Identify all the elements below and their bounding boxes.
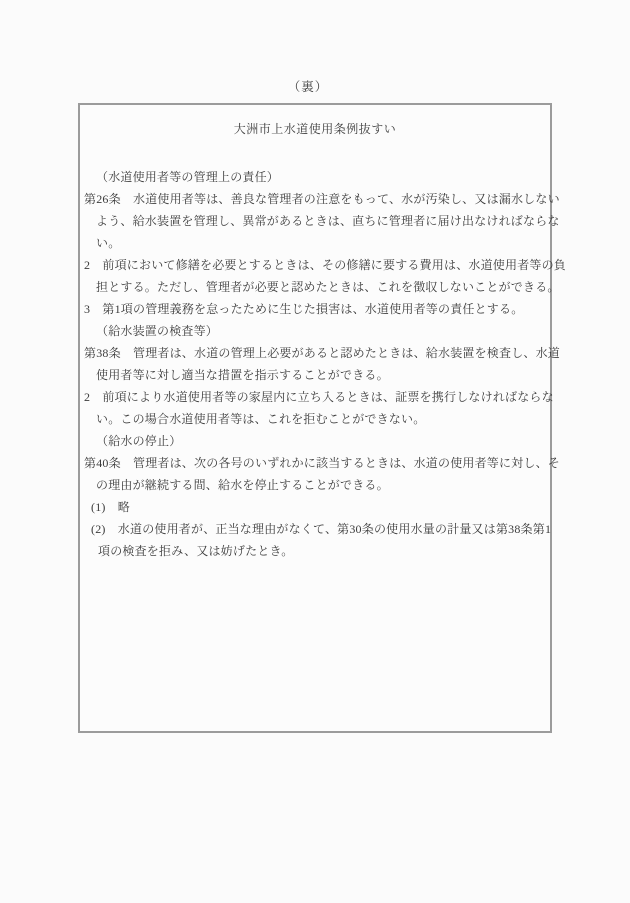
- article-26-para-2-line-1: 2 前項において修繕を必要とするときは、その修繕に要する費用は、水道使用者等の負: [84, 258, 567, 272]
- page-side-label: （裏）: [287, 80, 329, 94]
- article-40-item-2-line-1: (2) 水道の使用者が、正当な理由がなくて、第30条の使用水量の計量又は第38条第1: [91, 522, 552, 536]
- article-26-para-1-line-2: よう、給水装置を管理し、異常があるときは、直ちに管理者に届け出なければならな: [96, 214, 560, 228]
- article-40-para-1-line-1: 第40条 管理者は、次の各号のいずれかに該当するときは、水道の使用者等に対し、そ: [84, 456, 561, 470]
- article-40-item-1: (1) 略: [91, 500, 130, 514]
- article-38-para-2-line-1: 2 前項により水道使用者等の家屋内に立ち入るときは、証票を携行しなければならな: [84, 390, 554, 404]
- heading-water-supply-stop: （給水の停止）: [96, 434, 182, 448]
- article-38-para-2-line-2: い。この場合水道使用者等は、これを拒むことができない。: [96, 412, 426, 426]
- article-26-para-1-line-3: い。: [96, 236, 121, 250]
- article-26-para-3-line-1: 3 第1項の管理義務を怠ったために生じた損害は、水道使用者等の責任とする。: [84, 302, 524, 316]
- heading-device-inspection: （給水装置の検査等）: [96, 324, 219, 338]
- article-38-para-1-line-1: 第38条 管理者は、水道の管理上必要があると認めたときは、給水装置を検査し、水道: [84, 346, 561, 360]
- heading-management-responsibility: （水道使用者等の管理上の責任）: [96, 170, 280, 184]
- document-title: 大洲市上水道使用条例抜すい: [233, 122, 397, 136]
- document-border-box: [78, 103, 567, 733]
- article-26-para-2-line-2: 担とする。ただし、管理者が必要と認めたときは、これを徴収しないことができる。: [96, 280, 560, 294]
- document-body: [80, 166, 567, 562]
- article-26-para-1-line-1: 第26条 水道使用者等は、善良な管理者の注意をもって、水が汚染し、又は漏水しない: [84, 192, 560, 206]
- article-40-item-2-line-2: 項の検査を拒み、又は妨げたとき。: [98, 544, 294, 558]
- article-38-para-1-line-2: 使用者等に対し適当な措置を指示することができる。: [96, 368, 389, 382]
- article-40-para-1-line-2: の理由が継続する間、給水を停止することができる。: [96, 478, 389, 492]
